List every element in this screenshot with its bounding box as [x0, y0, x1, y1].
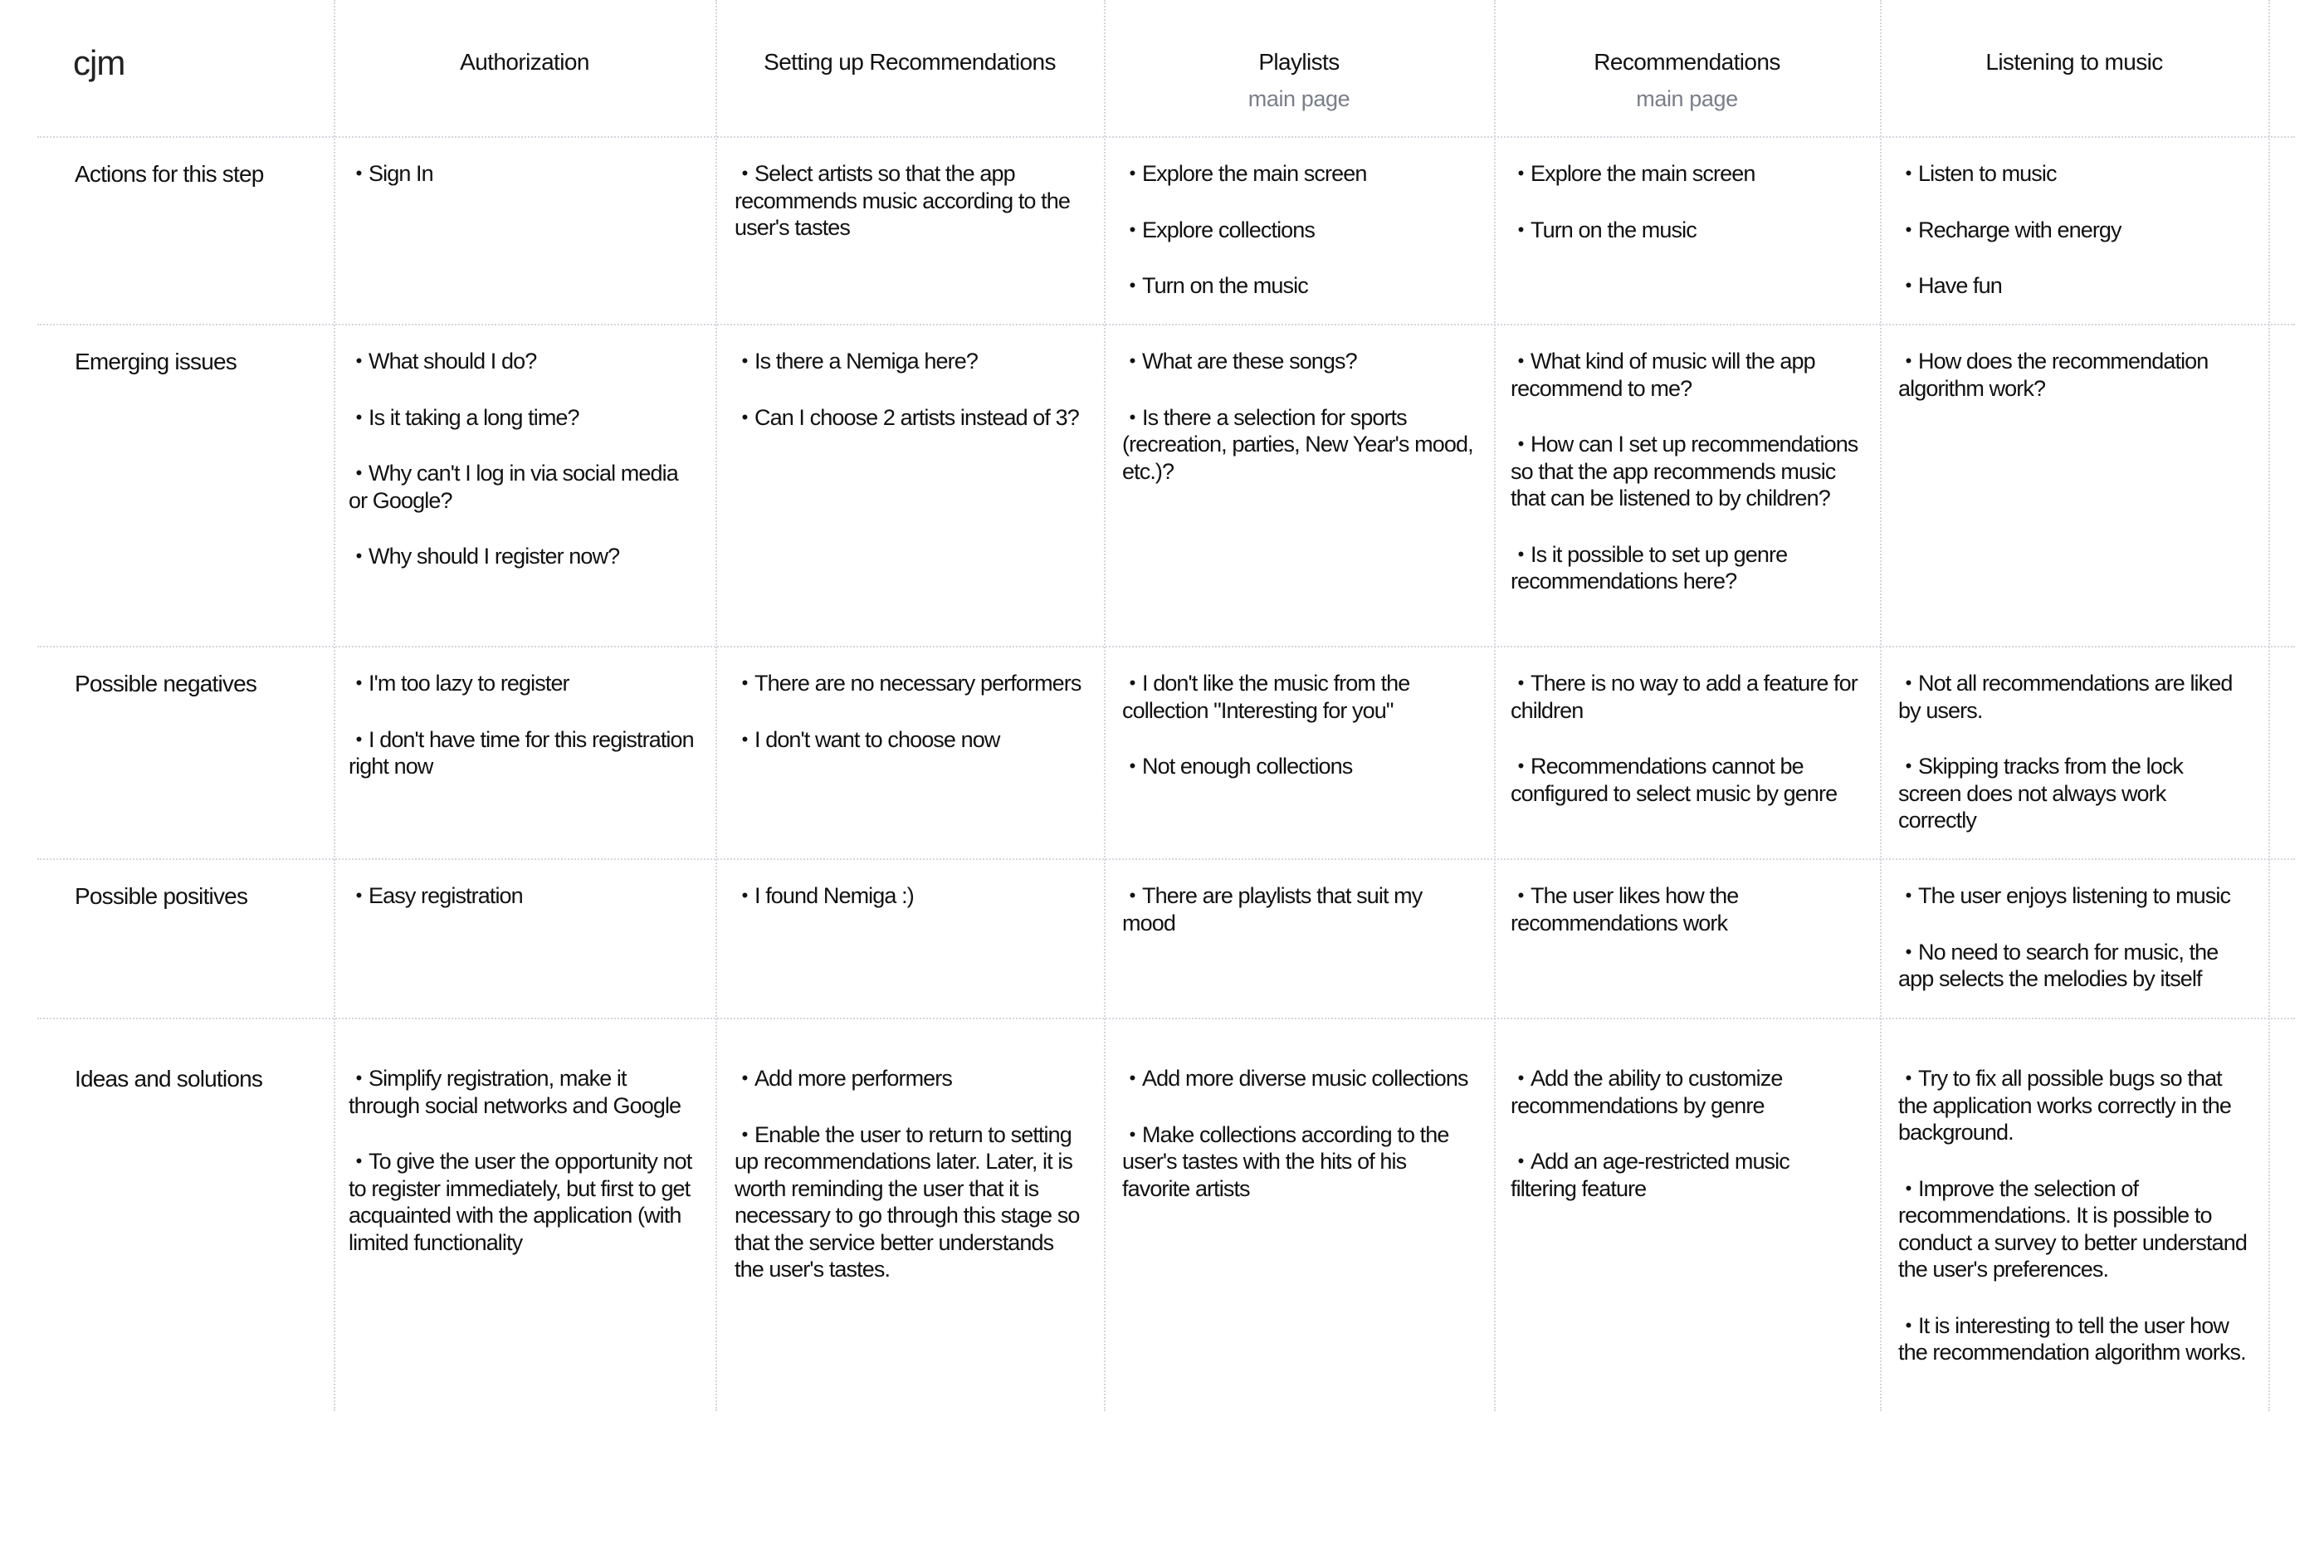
list-item: • Simplify registration, make it through social networks and Google [349, 1065, 697, 1119]
stage-header-playlists [1104, 48, 1494, 113]
row-label-actions: Actions for this step [75, 161, 264, 187]
list-item: • Turn on the music [1122, 272, 1475, 300]
bullet-list [735, 160, 1087, 242]
row-label-ideas-and-solutions: Ideas and solutions [75, 1066, 263, 1092]
bullet-list [1511, 670, 1859, 807]
cell [349, 882, 697, 939]
bullet-list [1511, 882, 1859, 936]
bullet-list [349, 1065, 697, 1256]
stage-title: Authorization [460, 49, 589, 75]
list-item: • Make collections according to the user's tastes with the hits of his favorite artists [1122, 1121, 1475, 1203]
list-item: • I don't have time for this registration right now [349, 726, 697, 780]
list-item: • Add more diverse music collections [1122, 1065, 1475, 1092]
list-item: • There are no necessary performers [735, 670, 1087, 697]
row-divider [37, 646, 2295, 647]
cell [1898, 1065, 2247, 1395]
cell [1511, 670, 1859, 836]
list-item: • I don't want to choose now [735, 726, 1087, 754]
cell [735, 670, 1087, 782]
list-item: • Not all recommendations are liked by users. [1898, 670, 2247, 724]
column-divider [2268, 0, 2270, 1411]
cell [1898, 348, 2247, 431]
bullet-list [349, 670, 697, 780]
cell [349, 348, 697, 599]
bullet-list [349, 160, 697, 188]
list-item: • Enable the user to return to setting up recommendations later. Later, it is worth reminding the user that it is necessary to go through this stage so that the service better understands the user's tastes. [735, 1121, 1087, 1283]
cell [1122, 348, 1475, 514]
list-item: • How does the recommendation algorithm work? [1898, 348, 2247, 402]
list-item: • Explore collections [1122, 217, 1475, 244]
list-item: • Try to fix all possible bugs so that the application works correctly in the background. [1898, 1065, 2247, 1146]
list-item: • Not enough collections [1122, 753, 1475, 780]
list-item: • Easy registration [349, 882, 697, 910]
stage-header-authorization [334, 48, 715, 76]
list-item: • Why should I register now? [349, 543, 697, 570]
list-item: • The user enjoys listening to music [1898, 882, 2247, 910]
list-item: • Can I choose 2 artists instead of 3? [735, 404, 1087, 432]
cell [1511, 1065, 1859, 1231]
bullet-list [1511, 348, 1859, 595]
list-item: • Add more performers [735, 1065, 1087, 1092]
cell [735, 882, 1087, 939]
bullet-list [735, 1065, 1087, 1283]
list-item: • Improve the selection of recommendations. It is possible to conduct a survey to better understand the user's preferences. [1898, 1175, 2247, 1283]
list-item: • The user likes how the recommendations work [1511, 882, 1859, 936]
bullet-list [735, 348, 1087, 431]
row-divider [37, 136, 2295, 138]
cell [1122, 160, 1475, 329]
cell [735, 1065, 1087, 1312]
stage-title: Playlists [1258, 49, 1340, 75]
stage-header-setting-up-recommendations [715, 48, 1104, 76]
column-divider [715, 0, 717, 1411]
list-item: • I found Nemiga :) [735, 882, 1087, 910]
bullet-list [1122, 670, 1475, 780]
cell [735, 160, 1087, 271]
list-item: • No need to search for music, the app selects the melodies by itself [1898, 939, 2247, 993]
bullet-list [1122, 1065, 1475, 1202]
bullet-list [1122, 160, 1475, 300]
list-item: • Recharge with energy [1898, 217, 2247, 244]
list-item: • Skipping tracks from the lock screen does not always work correctly [1898, 753, 2247, 834]
cell [1122, 882, 1475, 965]
list-item: • I don't like the music from the collection "Interesting for you" [1122, 670, 1475, 724]
list-item: • Turn on the music [1511, 217, 1859, 244]
stage-subtitle: main page [1636, 86, 1738, 111]
list-item: • There are playlists that suit my mood [1122, 882, 1475, 936]
list-item: • Add an age-restricted music filtering feature [1511, 1148, 1859, 1202]
bullet-list [1511, 160, 1859, 243]
stage-title: Recommendations [1594, 49, 1780, 75]
list-item: • Explore the main screen [1122, 160, 1475, 188]
list-item: • Is it taking a long time? [349, 404, 697, 432]
bullet-list [1122, 348, 1475, 485]
bullet-list [1898, 882, 2247, 993]
cell [1511, 882, 1859, 965]
list-item: • What should I do? [349, 348, 697, 375]
row-label-emerging-issues: Emerging issues [75, 349, 237, 374]
bullet-list [735, 882, 1087, 910]
list-item: • Why can't I log in via social media or Google? [349, 460, 697, 514]
bullet-list [1898, 160, 2247, 300]
list-item: • Explore the main screen [1511, 160, 1859, 188]
list-item: • Have fun [1898, 272, 2247, 300]
cell [1511, 160, 1859, 272]
list-item: • What kind of music will the app recommend to me? [1511, 348, 1859, 402]
column-divider [334, 0, 335, 1411]
list-item: • What are these songs? [1122, 348, 1475, 375]
list-item: • It is interesting to tell the user how the recommendation algorithm works. [1898, 1312, 2247, 1366]
bullet-list [1898, 348, 2247, 402]
list-item: • Is there a selection for sports (recreation, parties, New Year's mood, etc.)? [1122, 404, 1475, 486]
cell [735, 348, 1087, 460]
column-divider [1880, 0, 1882, 1411]
stage-header-recommendations [1494, 48, 1880, 113]
list-item: • Add the ability to customize recommendations by genre [1511, 1065, 1859, 1119]
bullet-list [1511, 1065, 1859, 1202]
cell [1898, 882, 2247, 1022]
bullet-list [1898, 1065, 2247, 1366]
list-item: • Is it possible to set up genre recommendations here? [1511, 541, 1859, 595]
stage-title: Listening to music [1985, 49, 2163, 75]
column-divider [1494, 0, 1496, 1411]
bullet-list [735, 670, 1087, 753]
list-item: • Listen to music [1898, 160, 2247, 188]
list-item: • How can I set up recommendations so that the app recommends music that can be listened to by children? [1511, 431, 1859, 512]
list-item: • Sign In [349, 160, 697, 188]
cell [349, 670, 697, 809]
row-label-possible-positives: Possible positives [75, 883, 248, 909]
stage-header-listening-to-music [1880, 48, 2268, 76]
bullet-list [349, 882, 697, 910]
logo: cjm [73, 43, 125, 82]
list-item: • Is there a Nemiga here? [735, 348, 1087, 375]
bullet-list [349, 348, 697, 570]
list-item: • I'm too lazy to register [349, 670, 697, 697]
cell [349, 160, 697, 217]
cell [1898, 160, 2247, 329]
list-item: • Select artists so that the app recommends music according to the user's tastes [735, 160, 1087, 242]
bullet-list [1122, 882, 1475, 936]
list-item: • There is no way to add a feature for children [1511, 670, 1859, 724]
bullet-list [1898, 670, 2247, 834]
cell [1511, 348, 1859, 624]
cell [1122, 1065, 1475, 1231]
list-item: • To give the user the opportunity not to register immediately, but first to get acquainted with the application (with limited functionality [349, 1148, 697, 1256]
cell [1898, 670, 2247, 863]
column-divider [1104, 0, 1106, 1411]
stage-subtitle: main page [1247, 86, 1350, 111]
row-label-possible-negatives: Possible negatives [75, 671, 257, 696]
stage-title: Setting up Recommendations [764, 49, 1056, 75]
list-item: • Recommendations cannot be configured to select music by genre [1511, 753, 1859, 807]
cell [1122, 670, 1475, 809]
cell [349, 1065, 697, 1285]
